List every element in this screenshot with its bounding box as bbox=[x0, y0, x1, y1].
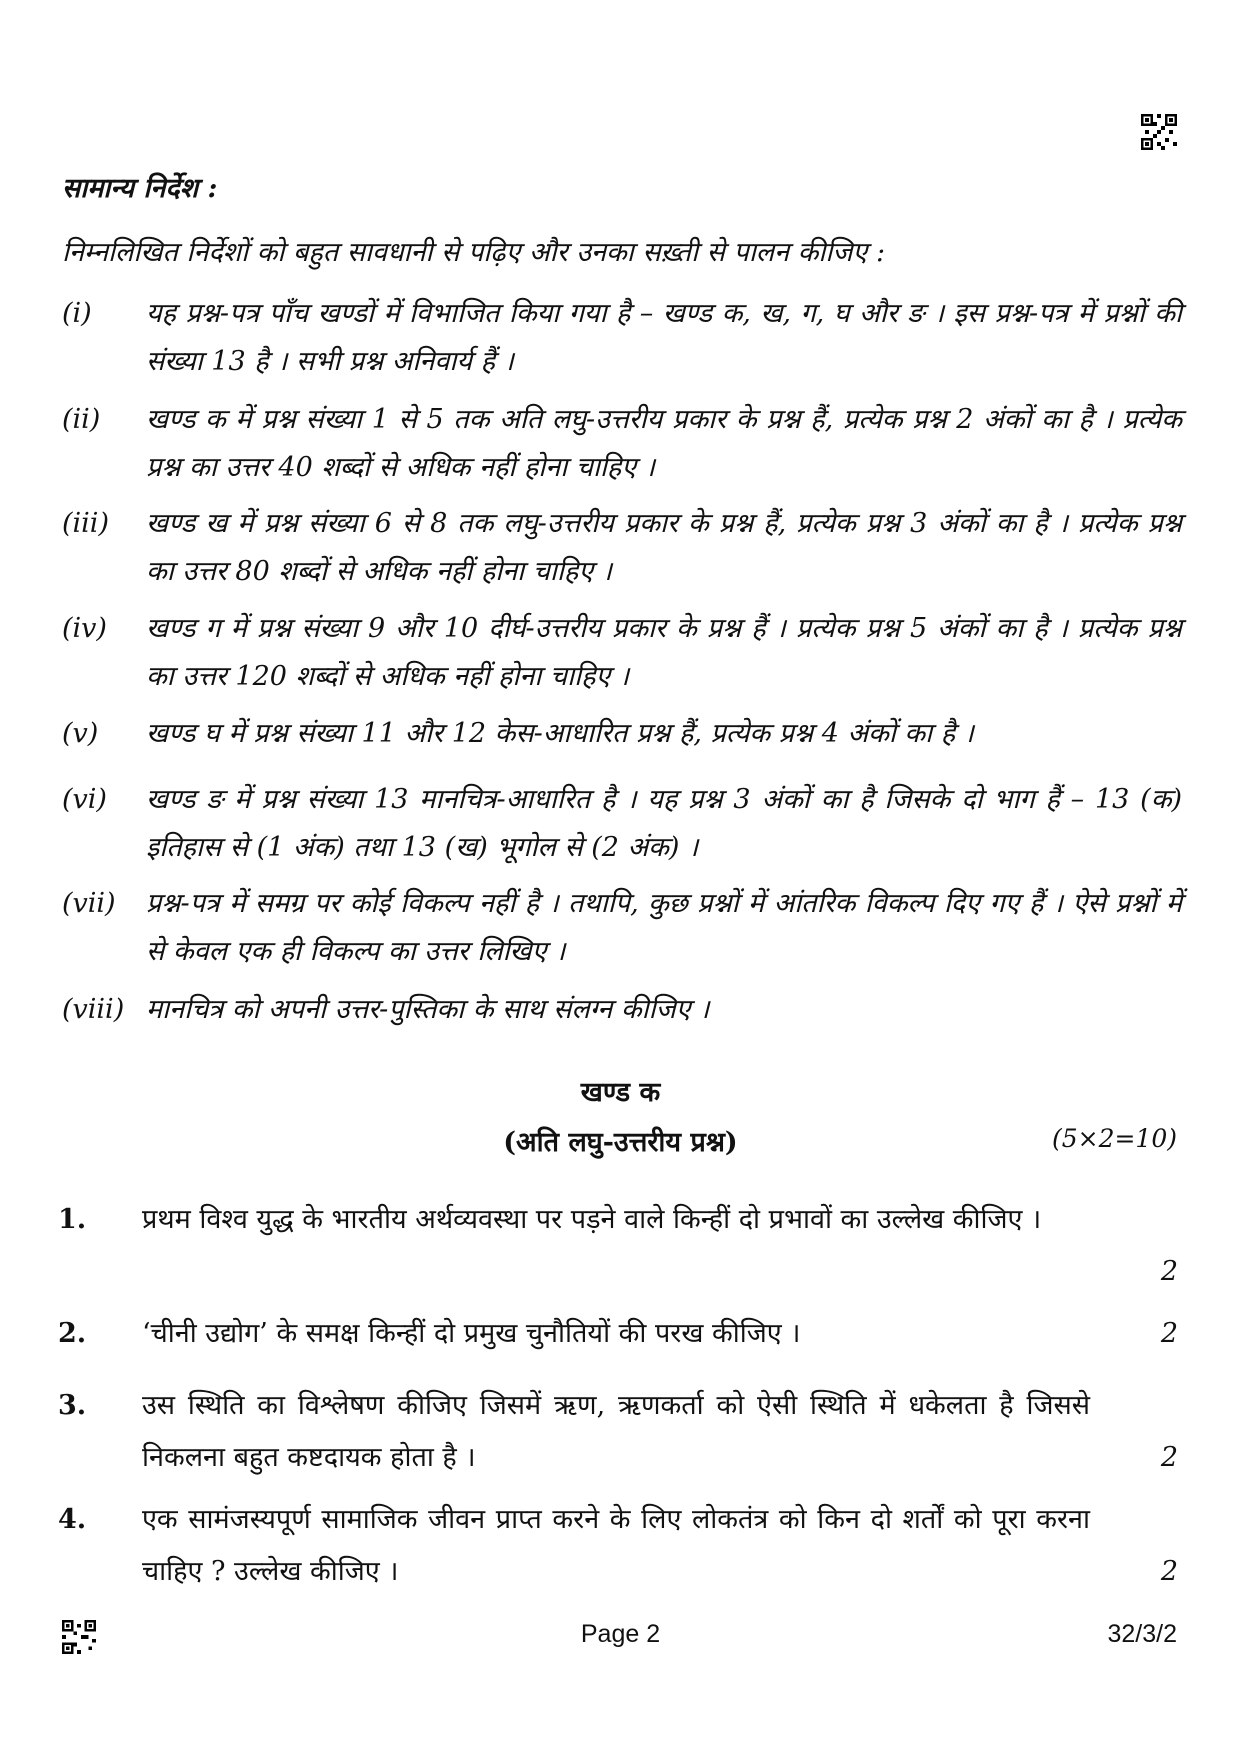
instruction-number: (vi) bbox=[62, 784, 107, 815]
question-number: 3. bbox=[58, 1390, 87, 1421]
page-number: Page 2 bbox=[580, 1620, 661, 1648]
instruction-number: (vii) bbox=[62, 888, 116, 919]
question-marks: 2 bbox=[1160, 1318, 1178, 1349]
instruction-text: यह प्रश्न-पत्र पाँच खण्डों में विभाजित किया गया है – खण्ड क, ख, ग, घ और ङ । इस प्रश्न-पत्र में प्रश्नों की संख्या 13 है । सभी प्रश्न अनिवार्य हैं । bbox=[146, 298, 1182, 377]
question-marks: 2 bbox=[1160, 1442, 1178, 1473]
instruction-text: खण्ड घ में प्रश्न संख्या 11 और 12 केस-आधारित प्रश्न हैं, प्रत्येक प्रश्न 4 अंकों का है । bbox=[146, 718, 974, 749]
instructions-intro: निम्नलिखित निर्देशों को बहुत सावधानी से पढ़िए और उनका सख़्ती से पालन कीजिए : bbox=[62, 237, 886, 268]
question-text: ‘चीनी उद्योग’ के समक्ष किन्हीं दो प्रमुख चुनौतियों की परख कीजिए । bbox=[142, 1318, 801, 1349]
instruction-text: प्रश्न-पत्र में समग्र पर कोई विकल्प नहीं है । तथापि, कुछ प्रश्नों में आंतरिक विकल्प दिए गए हैं । ऐसे प्रश्नों में से केवल एक ही विकल्प का उत्तर लिखिए । bbox=[146, 888, 1182, 967]
paper-code: 32/3/2 bbox=[1107, 1620, 1177, 1648]
question-number: 2. bbox=[58, 1318, 87, 1349]
instruction-number: (v) bbox=[62, 718, 99, 749]
instruction-text: खण्ड ङ में प्रश्न संख्या 13 मानचित्र-आधारित है । यह प्रश्न 3 अंकों का है जिसके दो भाग हैं – 13 (क) इतिहास से (1 अंक) तथा 13 (ख) भूगोल से (2 अंक) । bbox=[146, 784, 1182, 863]
instruction-number: (ii) bbox=[62, 404, 101, 435]
question-text: उस स्थिति का विश्लेषण कीजिए जिसमें ऋण, ऋणकर्ता को ऐसी स्थिति में धकेलता है जिससे निकलना बहुत कष्टदायक होता है । bbox=[142, 1390, 1090, 1473]
instruction-number: (i) bbox=[62, 298, 92, 329]
instruction-number: (iv) bbox=[62, 613, 107, 644]
instruction-number: (viii) bbox=[62, 994, 125, 1025]
qr-code-icon bbox=[1141, 114, 1177, 150]
question-text: प्रथम विश्व युद्ध के भारतीय अर्थव्यवस्था पर पड़ने वाले किन्हीं दो प्रभावों का उल्लेख कीजिए । bbox=[142, 1204, 1042, 1235]
section-title: खण्ड क bbox=[580, 1077, 661, 1108]
general-instructions-heading: सामान्य निर्देश : bbox=[62, 173, 218, 204]
instruction-text: मानचित्र को अपनी उत्तर-पुस्तिका के साथ संलग्न कीजिए । bbox=[146, 994, 710, 1025]
question-marks: 2 bbox=[1160, 1256, 1178, 1287]
instruction-text: खण्ड ग में प्रश्न संख्या 9 और 10 दीर्घ-उत्तरीय प्रकार के प्रश्न हैं । प्रत्येक प्रश्न 5 अंकों का है । प्रत्येक प्रश्न का उत्तर 120 शब्दों से अधिक नहीं होना चाहिए । bbox=[146, 613, 1182, 692]
section-subtitle: (अति लघु-उत्तरीय प्रश्न) bbox=[503, 1127, 738, 1158]
instruction-text: खण्ड ख में प्रश्न संख्या 6 से 8 तक लघु-उत्तरीय प्रकार के प्रश्न हैं, प्रत्येक प्रश्न 3 अंकों का है । प्रत्येक प्रश्न का उत्तर 80 शब्दों से अधिक नहीं होना चाहिए । bbox=[146, 508, 1182, 587]
question-number: 1. bbox=[58, 1204, 87, 1235]
instruction-text: खण्ड क में प्रश्न संख्या 1 से 5 तक अति लघु-उत्तरीय प्रकार के प्रश्न हैं, प्रत्येक प्रश्न 2 अंकों का है । प्रत्येक प्रश्न का उत्तर 40 शब्दों से अधिक नहीं होना चाहिए । bbox=[146, 404, 1182, 483]
instruction-number: (iii) bbox=[62, 508, 109, 539]
section-marks: (5×2=10) bbox=[1051, 1124, 1177, 1153]
question-text: एक सामंजस्यपूर्ण सामाजिक जीवन प्राप्त करने के लिए लोकतंत्र को किन दो शर्तों को पूरा करना चाहिए ? उल्लेख कीजिए । bbox=[142, 1504, 1090, 1587]
question-marks: 2 bbox=[1160, 1556, 1178, 1587]
question-number: 4. bbox=[58, 1504, 87, 1535]
